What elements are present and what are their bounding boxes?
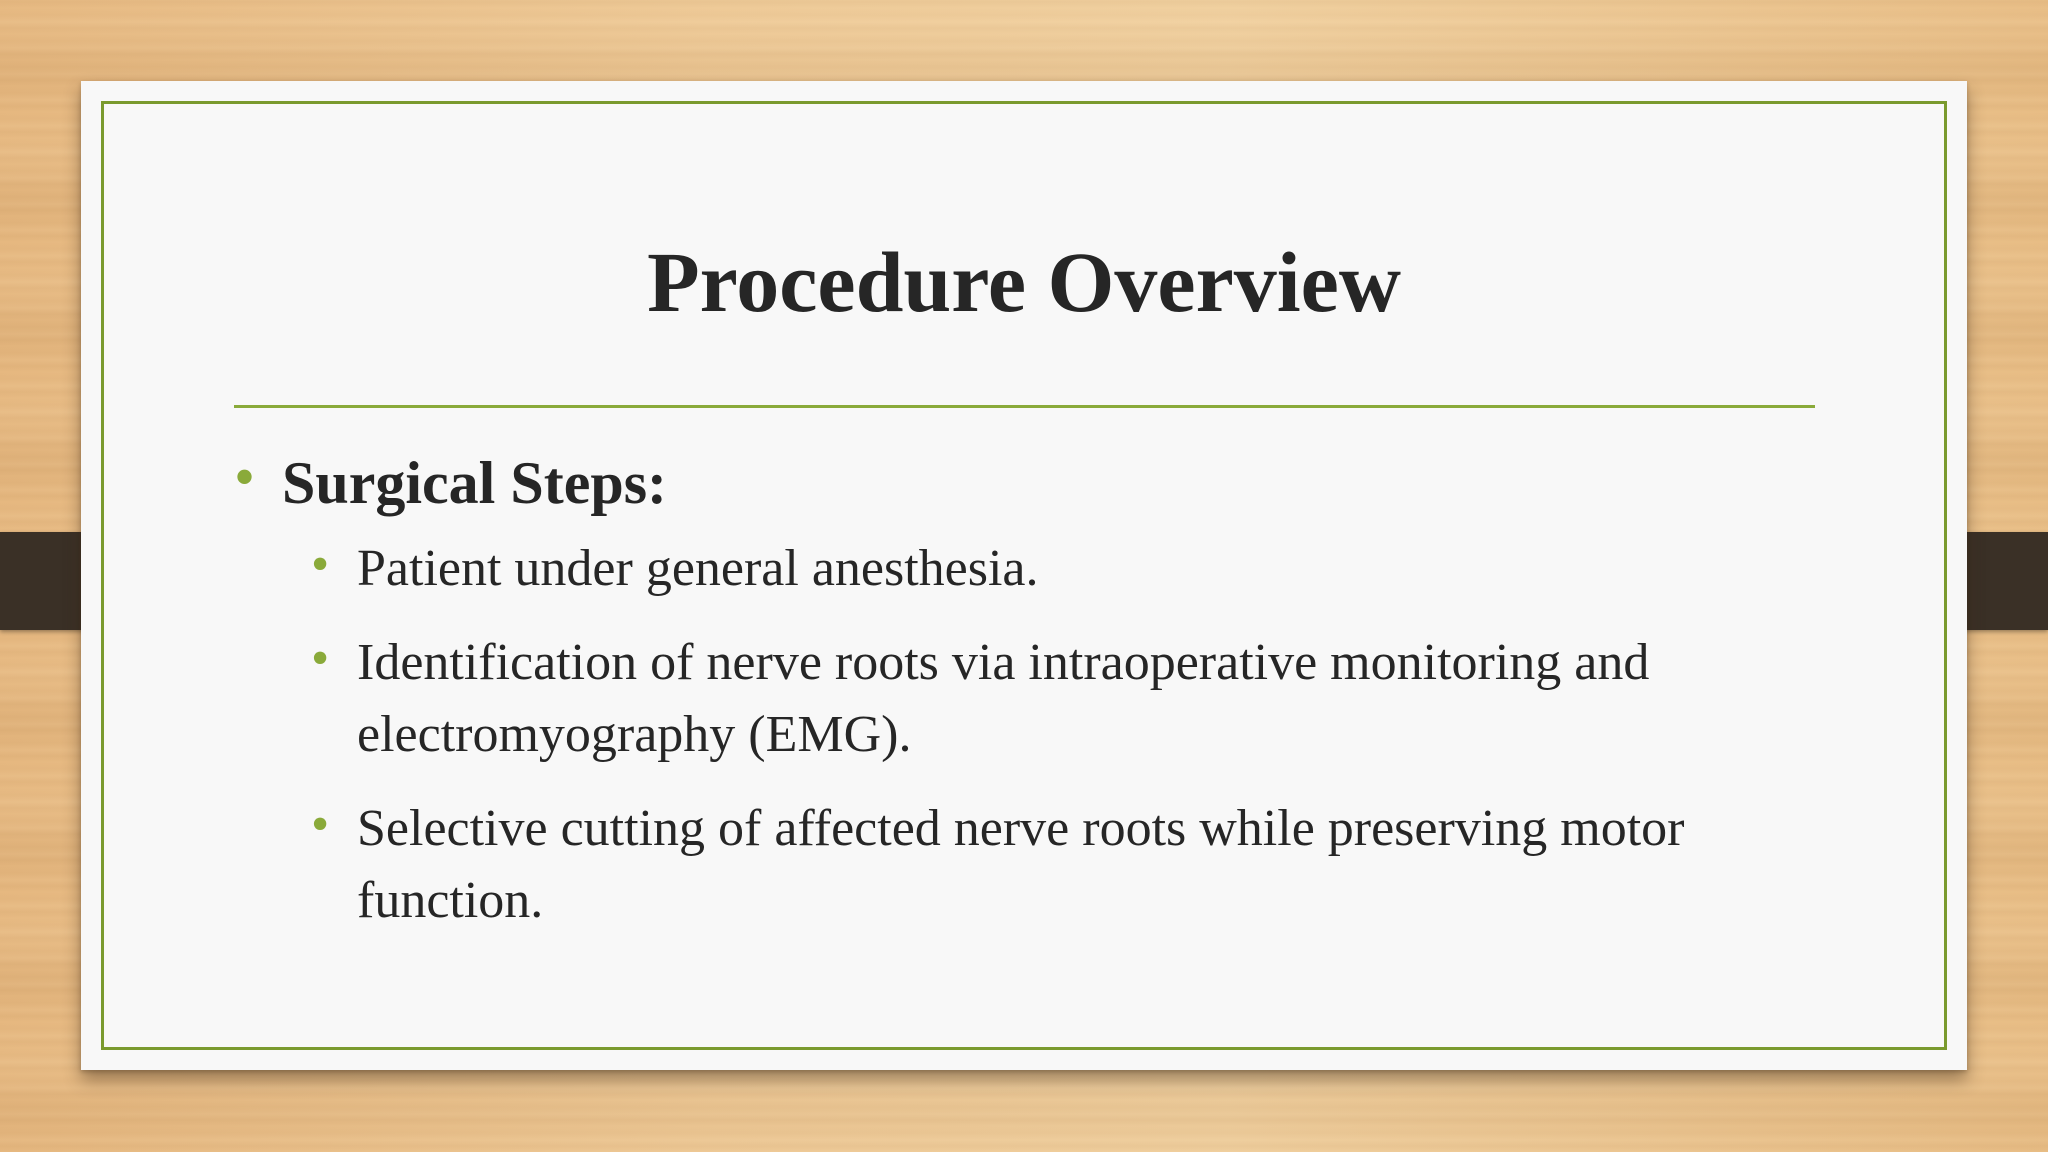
bullet-icon: • [234,444,256,510]
list-item-text: Identification of nerve roots via intraoperative monitoring and electromyography (EMG). [357,634,1650,763]
slide-content [234,446,1874,959]
bullet-icon: • [311,630,330,687]
section-heading-row [234,446,1874,521]
steps-list [234,533,1874,937]
list-item-text: Selective cutting of affected nerve roots while preserving motor function. [357,800,1685,929]
list-item-text: Patient under general anesthesia. [357,540,1039,597]
list-item [311,533,1817,605]
title-divider [234,405,1815,408]
section-heading: Surgical Steps: [282,450,668,516]
list-item [311,627,1817,771]
bullet-icon: • [311,796,330,853]
bullet-icon: • [311,536,330,593]
list-item [311,793,1817,937]
slide-title: Procedure Overview [647,234,1401,330]
slide [81,81,1967,1070]
